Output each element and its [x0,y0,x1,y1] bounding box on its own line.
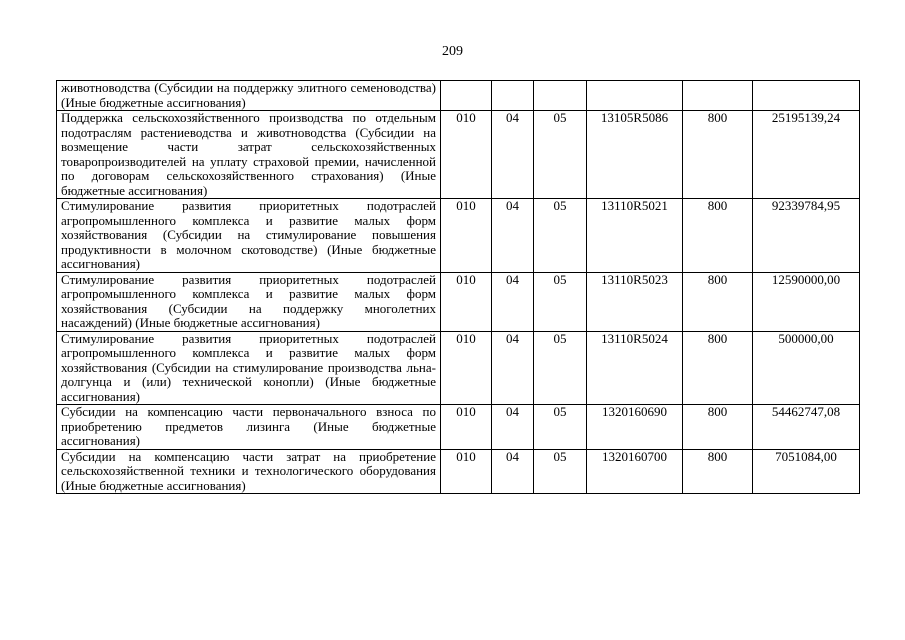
subsection-code-cell: 05 [534,111,587,199]
ministry-code-cell [441,81,492,111]
amount-cell: 92339784,95 [753,199,860,273]
amount-cell: 500000,00 [753,331,860,405]
target-article-cell: 13110R5023 [587,272,683,331]
description-cell: Поддержка сельскохозяйственного производства по отдельным подотраслям растениеводства и животноводства (Субсидии на возмещение части затрат сельскохозяйственных товаропроизводителей на уплату страховой премии, начисленной по договорам сельскохозяйственного страхования) (Иные бюджетные ассигнования) [57,111,441,199]
description-cell: Стимулирование развития приоритетных подотраслей агропромышленного комплекса и развитие малых форм хозяйствования (Субсидии на стимулирование производства льна-долгунца и (или) технической конопли) (Иные бюджетные ассигнования) [57,331,441,405]
ministry-code-cell: 010 [441,272,492,331]
expense-type-cell: 800 [683,449,753,494]
table-row [57,449,860,494]
table-row [57,331,860,405]
section-code-cell: 04 [492,111,534,199]
table-row [57,81,860,111]
section-code-cell: 04 [492,272,534,331]
subsection-code-cell: 05 [534,272,587,331]
subsection-code-cell [534,81,587,111]
amount-cell: 7051084,00 [753,449,860,494]
ministry-code-cell: 010 [441,111,492,199]
section-code-cell: 04 [492,199,534,273]
amount-cell [753,81,860,111]
expense-type-cell [683,81,753,111]
page-number: 209 [442,44,463,59]
target-article-cell: 13110R5021 [587,199,683,273]
expense-type-cell: 800 [683,111,753,199]
section-code-cell: 04 [492,405,534,450]
amount-cell: 54462747,08 [753,405,860,450]
target-article-cell: 1320160700 [587,449,683,494]
section-code-cell: 04 [492,331,534,405]
expense-type-cell: 800 [683,199,753,273]
subsection-code-cell: 05 [534,449,587,494]
expense-type-cell: 800 [683,331,753,405]
target-article-cell: 13110R5024 [587,331,683,405]
table-row [57,272,860,331]
ministry-code-cell: 010 [441,199,492,273]
expense-type-cell: 800 [683,272,753,331]
expense-type-cell: 800 [683,405,753,450]
description-cell: животноводства (Субсидии на поддержку элитного семеноводства) (Иные бюджетные ассигнования) [57,81,441,111]
amount-cell: 25195139,24 [753,111,860,199]
table-row [57,405,860,450]
subsection-code-cell: 05 [534,405,587,450]
section-code-cell [492,81,534,111]
amount-cell: 12590000,00 [753,272,860,331]
table-row [57,111,860,199]
ministry-code-cell: 010 [441,449,492,494]
ministry-code-cell: 010 [441,331,492,405]
budget-table [56,80,860,494]
subsection-code-cell: 05 [534,331,587,405]
table-row [57,199,860,273]
description-cell: Субсидии на компенсацию части первоначального взноса по приобретению предметов лизинга (Иные бюджетные ассигнования) [57,405,441,450]
table-body [57,81,860,494]
description-cell: Стимулирование развития приоритетных подотраслей агропромышленного комплекса и развитие малых форм хозяйствования (Субсидии на поддержку многолетних насаждений) (Иные бюджетные ассигнования) [57,272,441,331]
subsection-code-cell: 05 [534,199,587,273]
ministry-code-cell: 010 [441,405,492,450]
description-cell: Субсидии на компенсацию части затрат на приобретение сельскохозяйственной техники и технологического оборудования (Иные бюджетные ассигнования) [57,449,441,494]
target-article-cell: 1320160690 [587,405,683,450]
target-article-cell [587,81,683,111]
description-cell: Стимулирование развития приоритетных подотраслей агропромышленного комплекса и развитие малых форм хозяйствования (Субсидии на стимулирование повышения продуктивности в молочном скотоводстве) (Иные бюджетные ассигнования) [57,199,441,273]
section-code-cell: 04 [492,449,534,494]
target-article-cell: 13105R5086 [587,111,683,199]
